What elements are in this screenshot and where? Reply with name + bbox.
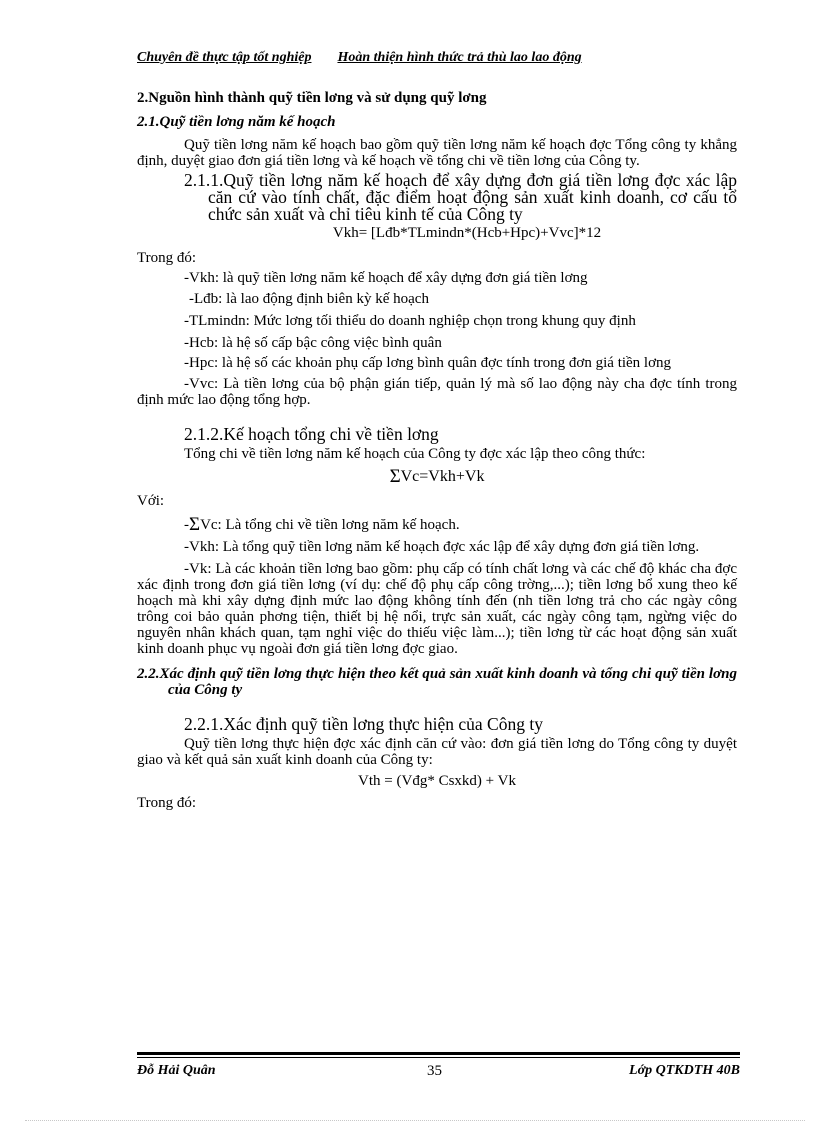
definition-vvc: -Vvc: Là tiền lơng của bộ phận gián tiếp, quản lý mà số lao động này cha đợc tính trong định mức lao động tổng hợp. bbox=[137, 376, 737, 408]
definition-tlmindn: -TLmindn: Mức lơng tối thiểu do doanh nghiệp chọn trong khung quy định bbox=[184, 313, 636, 329]
formula-vkh: Vkh= [Lđb*TLmindn*(Hcb+Hpc)+Vvc]*12 bbox=[332, 225, 602, 241]
footer-class: Lớp QTKDTH 40B bbox=[629, 1063, 740, 1078]
definition-vkh: -Vkh: là quỹ tiền lơng năm kế hoạch để xây dựng đơn giá tiền lơng bbox=[184, 270, 588, 286]
page-edge-dotted-line bbox=[25, 1120, 805, 1121]
formula-total bbox=[137, 466, 737, 487]
sigma-symbol: Σ bbox=[389, 466, 401, 487]
header-left: Chuyên đề thực tập tốt nghiệp bbox=[137, 50, 312, 65]
subsection-2-2-1: 2.2.1.Xác định quỹ tiền lơng thực hiện của Công ty bbox=[184, 714, 543, 734]
running-header bbox=[137, 50, 740, 66]
subsection-2-1-1: 2.1.1.Quỹ tiền lơng năm kế hoạch để xây dựng đơn giá tiền lơng đợc xác lập căn cứ vào tính chất, đặc điểm hoạt động sản xuất kinh doanh, cơ cấu tổ chức sản xuất và chỉ tiêu kinh tế của Công ty bbox=[184, 170, 737, 224]
definition-vkh-total: -Vkh: Là tổng quỹ tiền lơng năm kế hoạch đợc xác lập để xây dựng đơn giá tiền lơng. bbox=[184, 539, 700, 555]
definition-total: Vc: Là tổng chi về tiền lơng năm kế hoạch. bbox=[200, 517, 460, 533]
section-heading-2-1: 2.1.Quỹ tiền lơng năm kế hoạch bbox=[137, 114, 336, 130]
paragraph-2-1-2: Tổng chi về tiền lơng năm kế hoạch của Công ty đợc xác lập theo công thức: bbox=[184, 446, 646, 462]
formula-total-text: Vc=Vkh+Vk bbox=[400, 468, 485, 485]
with-label: Với: bbox=[137, 493, 165, 509]
sigma-symbol-2: Σ bbox=[189, 514, 201, 535]
section-heading-2-2: 2.2.Xác định quỹ tiền lơng thực hiện theo kết quả sản xuất kinh doanh và tổng chi quỹ tiền lơng của Công ty bbox=[137, 666, 737, 698]
definition-hpc: -Hpc: là hệ số các khoản phụ cấp lơng bình quân đợc tính trong đơn giá tiền lơng bbox=[184, 355, 672, 371]
subsection-2-1-2: 2.1.2.Kế hoạch tổng chi về tiền lơng bbox=[184, 424, 439, 444]
footer-rule bbox=[137, 1052, 740, 1058]
definition-vk: -Vk: Là các khoản tiền lơng bao gồm: phụ cấp có tính chất lơng và các chế độ khác cha đợc xác định trong đơn giá tiền lơng (ví dụ: chế độ phụ cấp công trờng,...); tiền lơng bổ xung theo kế hoạch mà khi xây dựng định mức lao động không tính đến (nh tiền lơng trả cho các ngày công trông coi bảo quản phơng tiện, thiết bị hệ nổi, trực sản xuất, các ngày công tạm, ngừng việc do nguyên nhân khách quan, tạm nghỉ việc do thiếu việc làm...); tiền lơng từ các hoạt động sản xuất kinh doanh phục vụ ngoài đơn giá tiền lơng đợc giao. bbox=[137, 561, 737, 657]
section-heading-2: 2.Nguồn hình thành quỹ tiền lơng và sử dụng quỹ lơng bbox=[137, 90, 487, 106]
definition-hcb: -Hcb: là hệ số cấp bậc công việc bình quân bbox=[184, 335, 442, 351]
where-label-1: Trong đó: bbox=[137, 250, 197, 266]
document-body: 2.Nguồn hình thành quỹ tiền lơng và sử dụng quỹ lơng 2.1.Quỹ tiền lơng năm kế hoạch Quỹ tiền lơng năm kế hoạch bao gồm quỹ tiền lơng năm kế hoạch đợc Tổng công ty khẳng định, duyệt giao đơn giá tiền lơng và kế hoạch về tổng chi về tiền lơng của Công ty. 2.1.1.Quỹ tiền lơng năm kế hoạch để xây dựng đơn giá tiền lơng đợc xác lập căn cứ vào tính chất, đặc điểm hoạt động sản xuất kinh doanh, cơ cấu tổ chức sản xuất và chỉ tiêu kinh tế của Công ty Vkh= [Lđb*TLmindn*(Hcb+Hpc)+Vvc]*12 Trong đó: -Vkh: là quỹ tiền lơng năm kế hoạch để xây dựng đơn giá tiền lơng -Lđb: là lao động định biên kỳ kế hoạch -TLmindn: Mức lơng tối thiểu do doanh nghiệp chọn trong khung quy định -Hcb: là hệ số cấp bậc công việc bình quân -Hpc: là hệ số các khoản phụ cấp lơng bình quân đợc tính trong đơn giá tiền lơng -Vvc: Là tiền lơng của bộ phận gián tiếp, quản lý mà số lao động này cha đợc tính trong định mức lao động tổng hợp. 2.1.2.Kế hoạch tổng chi về tiền lơng Tổng chi về tiền lơng năm kế hoạch của Công ty đợc xác lập theo công thức: ΣVc=Vkh+Vk Với: -ΣVc: Là tổng chi về tiền lơng năm kế hoạch. -Vkh: Là tổng quỹ tiền lơng năm kế hoạch đợc xác lập để xây dựng đơn giá tiền lơng. -Vk: Là các khoản tiền lơng bao gồm: phụ cấp có tính chất lơng và các chế độ khác cha đợc xác định trong đơn giá tiền lơng (ví dụ: chế độ phụ cấp công trờng,...); tiền lơng bổ xung theo kế hoạch mà khi xây dựng định mức lao động không tính đến (nh tiền lơng trả cho các ngày công trông coi bảo quản phơng tiện, thiết bị hệ nổi, trực sản xuất, các ngày công tạm, ngừng việc do nguyên nhân khách quan, tạm nghỉ việc do thiếu việc làm...); tiền lơng từ các hoạt động sản xuất kinh doanh phục vụ ngoài đơn giá tiền lơng đợc giao. 2.2.Xác định quỹ tiền lơng thực hiện theo kết quả sản xuất kinh doanh và tổng chi quỹ tiền lơng của Công ty 2.2.1.Xác định quỹ tiền lơng thực hiện của Công ty Quỹ tiền lơng thực hiện đợc xác định căn cứ vào: đơn giá tiền lơng do Tổng công ty duyệt giao và kết quả sản xuất kinh doanh của Công ty: Vth = (Vđg* Csxkd) + Vk Trong đó: bbox=[137, 90, 737, 811]
footer-author: Đỗ Hải Quân bbox=[137, 1063, 216, 1078]
header-right: Hoàn thiện hình thức trả thù lao lao động bbox=[337, 50, 582, 65]
where-label-2: Trong đó: bbox=[137, 795, 197, 811]
running-footer bbox=[137, 1063, 740, 1081]
page-number: 35 bbox=[427, 1063, 442, 1079]
formula-vth: Vth = (Vđg* Csxkd) + Vk bbox=[358, 773, 516, 789]
paragraph-2-1: Quỹ tiền lơng năm kế hoạch bao gồm quỹ tiền lơng năm kế hoạch đợc Tổng công ty khẳng định, duyệt giao đơn giá tiền lơng và kế hoạch về tổng chi về tiền lơng của Công ty. bbox=[137, 137, 737, 169]
paragraph-2-2-1: Quỹ tiền lơng thực hiện đợc xác định căn cứ vào: đơn giá tiền lơng do Tổng công ty duyệt giao và kết quả sản xuất kinh doanh của Công ty: bbox=[137, 736, 737, 768]
definition-ldb: -Lđb: là lao động định biên kỳ kế hoạch bbox=[189, 291, 429, 307]
